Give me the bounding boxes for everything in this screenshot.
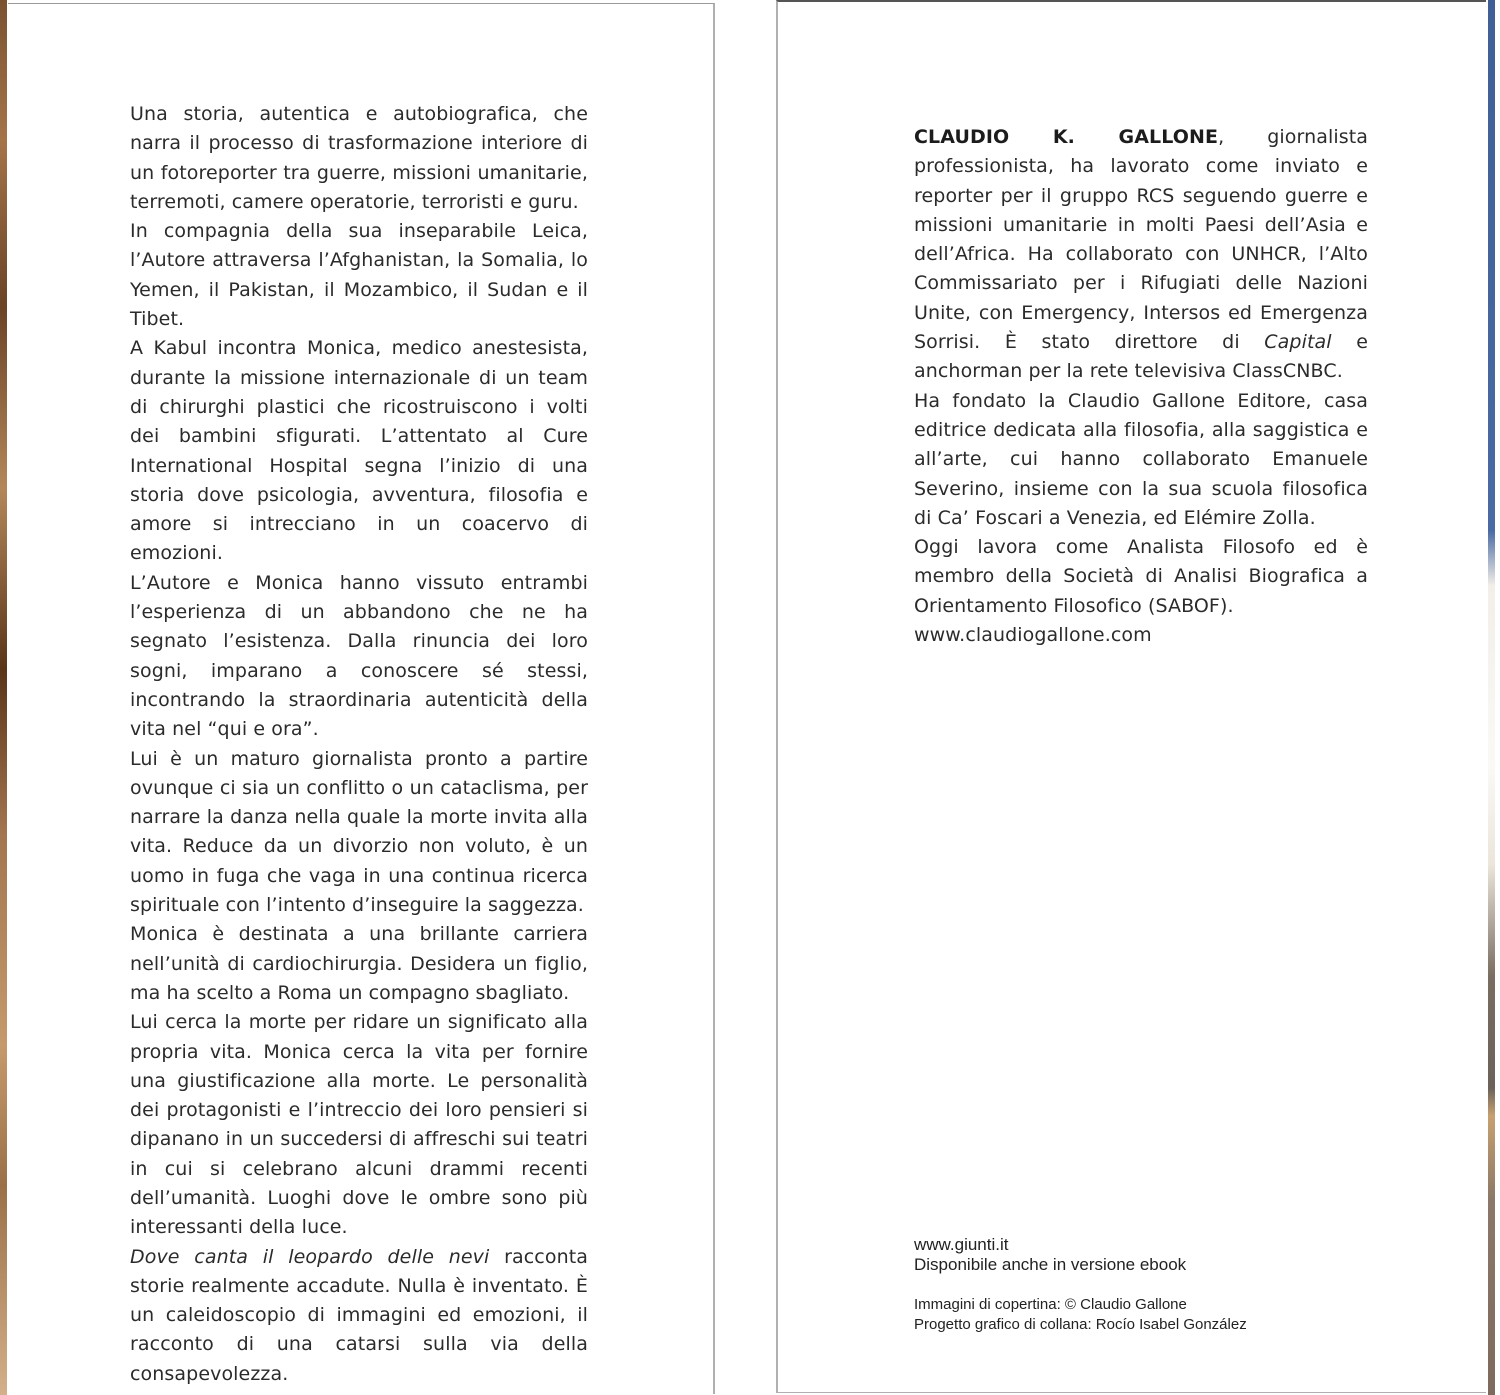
synopsis-paragraph: In compagnia della sua inseparabile Leica, l’Autore attraversa l’Afghanistan, la Somalia, lo Yemen, il Pakistan, il Mozambico, il Sudan e il Tibet. [130, 220, 588, 331]
cover-image-edge-right [1488, 0, 1495, 1395]
closing-text: racconta storie realmente accadute. Nulla è inventato. È un caleidoscopio di immagini ed emozioni, il racconto di una catarsi sulla via della consapevolezza. [130, 1245, 589, 1385]
synopsis-text [130, 100, 588, 1389]
right-flap-page [776, 0, 1486, 1393]
credits [914, 1295, 1247, 1335]
author-bio [914, 123, 1368, 650]
author-name: CLAUDIO K. GALLONE [914, 126, 1219, 148]
book-title: Dove canta il leopardo delle nevi [130, 1245, 490, 1268]
author-website-link[interactable]: www.claudiogallone.com [914, 624, 1152, 647]
cover-images-credit: Immagini di copertina: © Claudio Gallone [914, 1296, 1187, 1313]
synopsis-closing-paragraph [130, 1243, 588, 1389]
synopsis-paragraph: Una storia, autentica e autobiografica, che narra il processo di trasformazione interiore di un fotoreporter tra guerre, missioni umanitarie, terremoti, camere operatorie, terroristi e guru. [130, 103, 588, 213]
bio-text: e anchorman per la rete televisiva ClassCNBC. [914, 331, 1368, 383]
synopsis-paragraph: Monica è destinata a una brillante carriera nell’unità di cardiochirurgia. Desidera un figlio, ma ha scelto a Roma un compagno sbagliato. [130, 923, 588, 1004]
ebook-note: Disponibile anche in versione ebook [914, 1255, 1187, 1274]
magazine-title: Capital [1264, 331, 1332, 354]
publisher-website-link[interactable]: www.giunti.it [914, 1235, 1009, 1254]
publisher-info [914, 1235, 1186, 1275]
series-design-credit: Progetto grafico di collana: Rocío Isabel González [914, 1316, 1247, 1333]
cover-image-edge-left [0, 0, 7, 1395]
bio-paragraph [914, 123, 1368, 387]
left-flap-page [8, 3, 715, 1394]
synopsis-paragraph: Lui cerca la morte per ridare un significato alla propria vita. Monica cerca la vita per fornire una giustificazione alla morte. Le personalità dei protagonisti e l’intreccio dei loro pensieri si dipanano in un succedersi di affreschi sui teatri in cui si celebrano alcuni drammi recenti dell’umanità. Luoghi dove le ombre sono più interessanti della luce. [130, 1011, 588, 1239]
synopsis-paragraph: A Kabul incontra Monica, medico anestesista, durante la missione internazionale di un team di chirurghi plastici che ricostruiscono i volti dei bambini sfigurati. L’attentato al Cure International Hospital segna l’inizio di una storia dove psicologia, avventura, filosofia e amore si intrecciano in un coacervo di emozioni. [130, 337, 588, 565]
bio-text: , giornalista professionista, ha lavorato come inviato e reporter per il gruppo RCS seguendo guerre e missioni umanitarie in molti Paesi dell’Asia e dell’Africa. Ha collaborato con UNHCR, l’Alto Commissariato per i Rifugiati delle Nazioni Unite, con Emergency, Intersos ed Emergenza Sorrisi. È stato direttore di [914, 126, 1368, 354]
bio-paragraph: Oggi lavora come Analista Filosofo ed è membro della Società di Analisi Biografica a Orientamento Filosofico (SABOF). [914, 536, 1368, 617]
synopsis-paragraph: L’Autore e Monica hanno vissuto entrambi l’esperienza di un abbandono che ne ha segnato l’esistenza. Dalla rinuncia dei loro sogni, imparano a conoscere sé stessi, incontrando la straordinaria autenticità della vita nel “qui e ora”. [130, 571, 588, 741]
synopsis-paragraph: Lui è un maturo giornalista pronto a partire ovunque ci sia un conflitto o un cataclisma, per narrare la danza nella quale la morte invita alla vita. Reduce da un divorzio non voluto, è un uomo in fuga che vaga in una continua ricerca spirituale con l’intento d’inseguire la saggezza. [130, 747, 588, 917]
bio-paragraph: Ha fondato la Claudio Gallone Editore, casa editrice dedicata alla filosofia, alla saggistica e all’arte, cui hanno collaborato Emanuele Severino, insieme con la sua scuola filosofica di Ca’ Foscari a Venezia, ed Elémire Zolla. [914, 389, 1368, 529]
